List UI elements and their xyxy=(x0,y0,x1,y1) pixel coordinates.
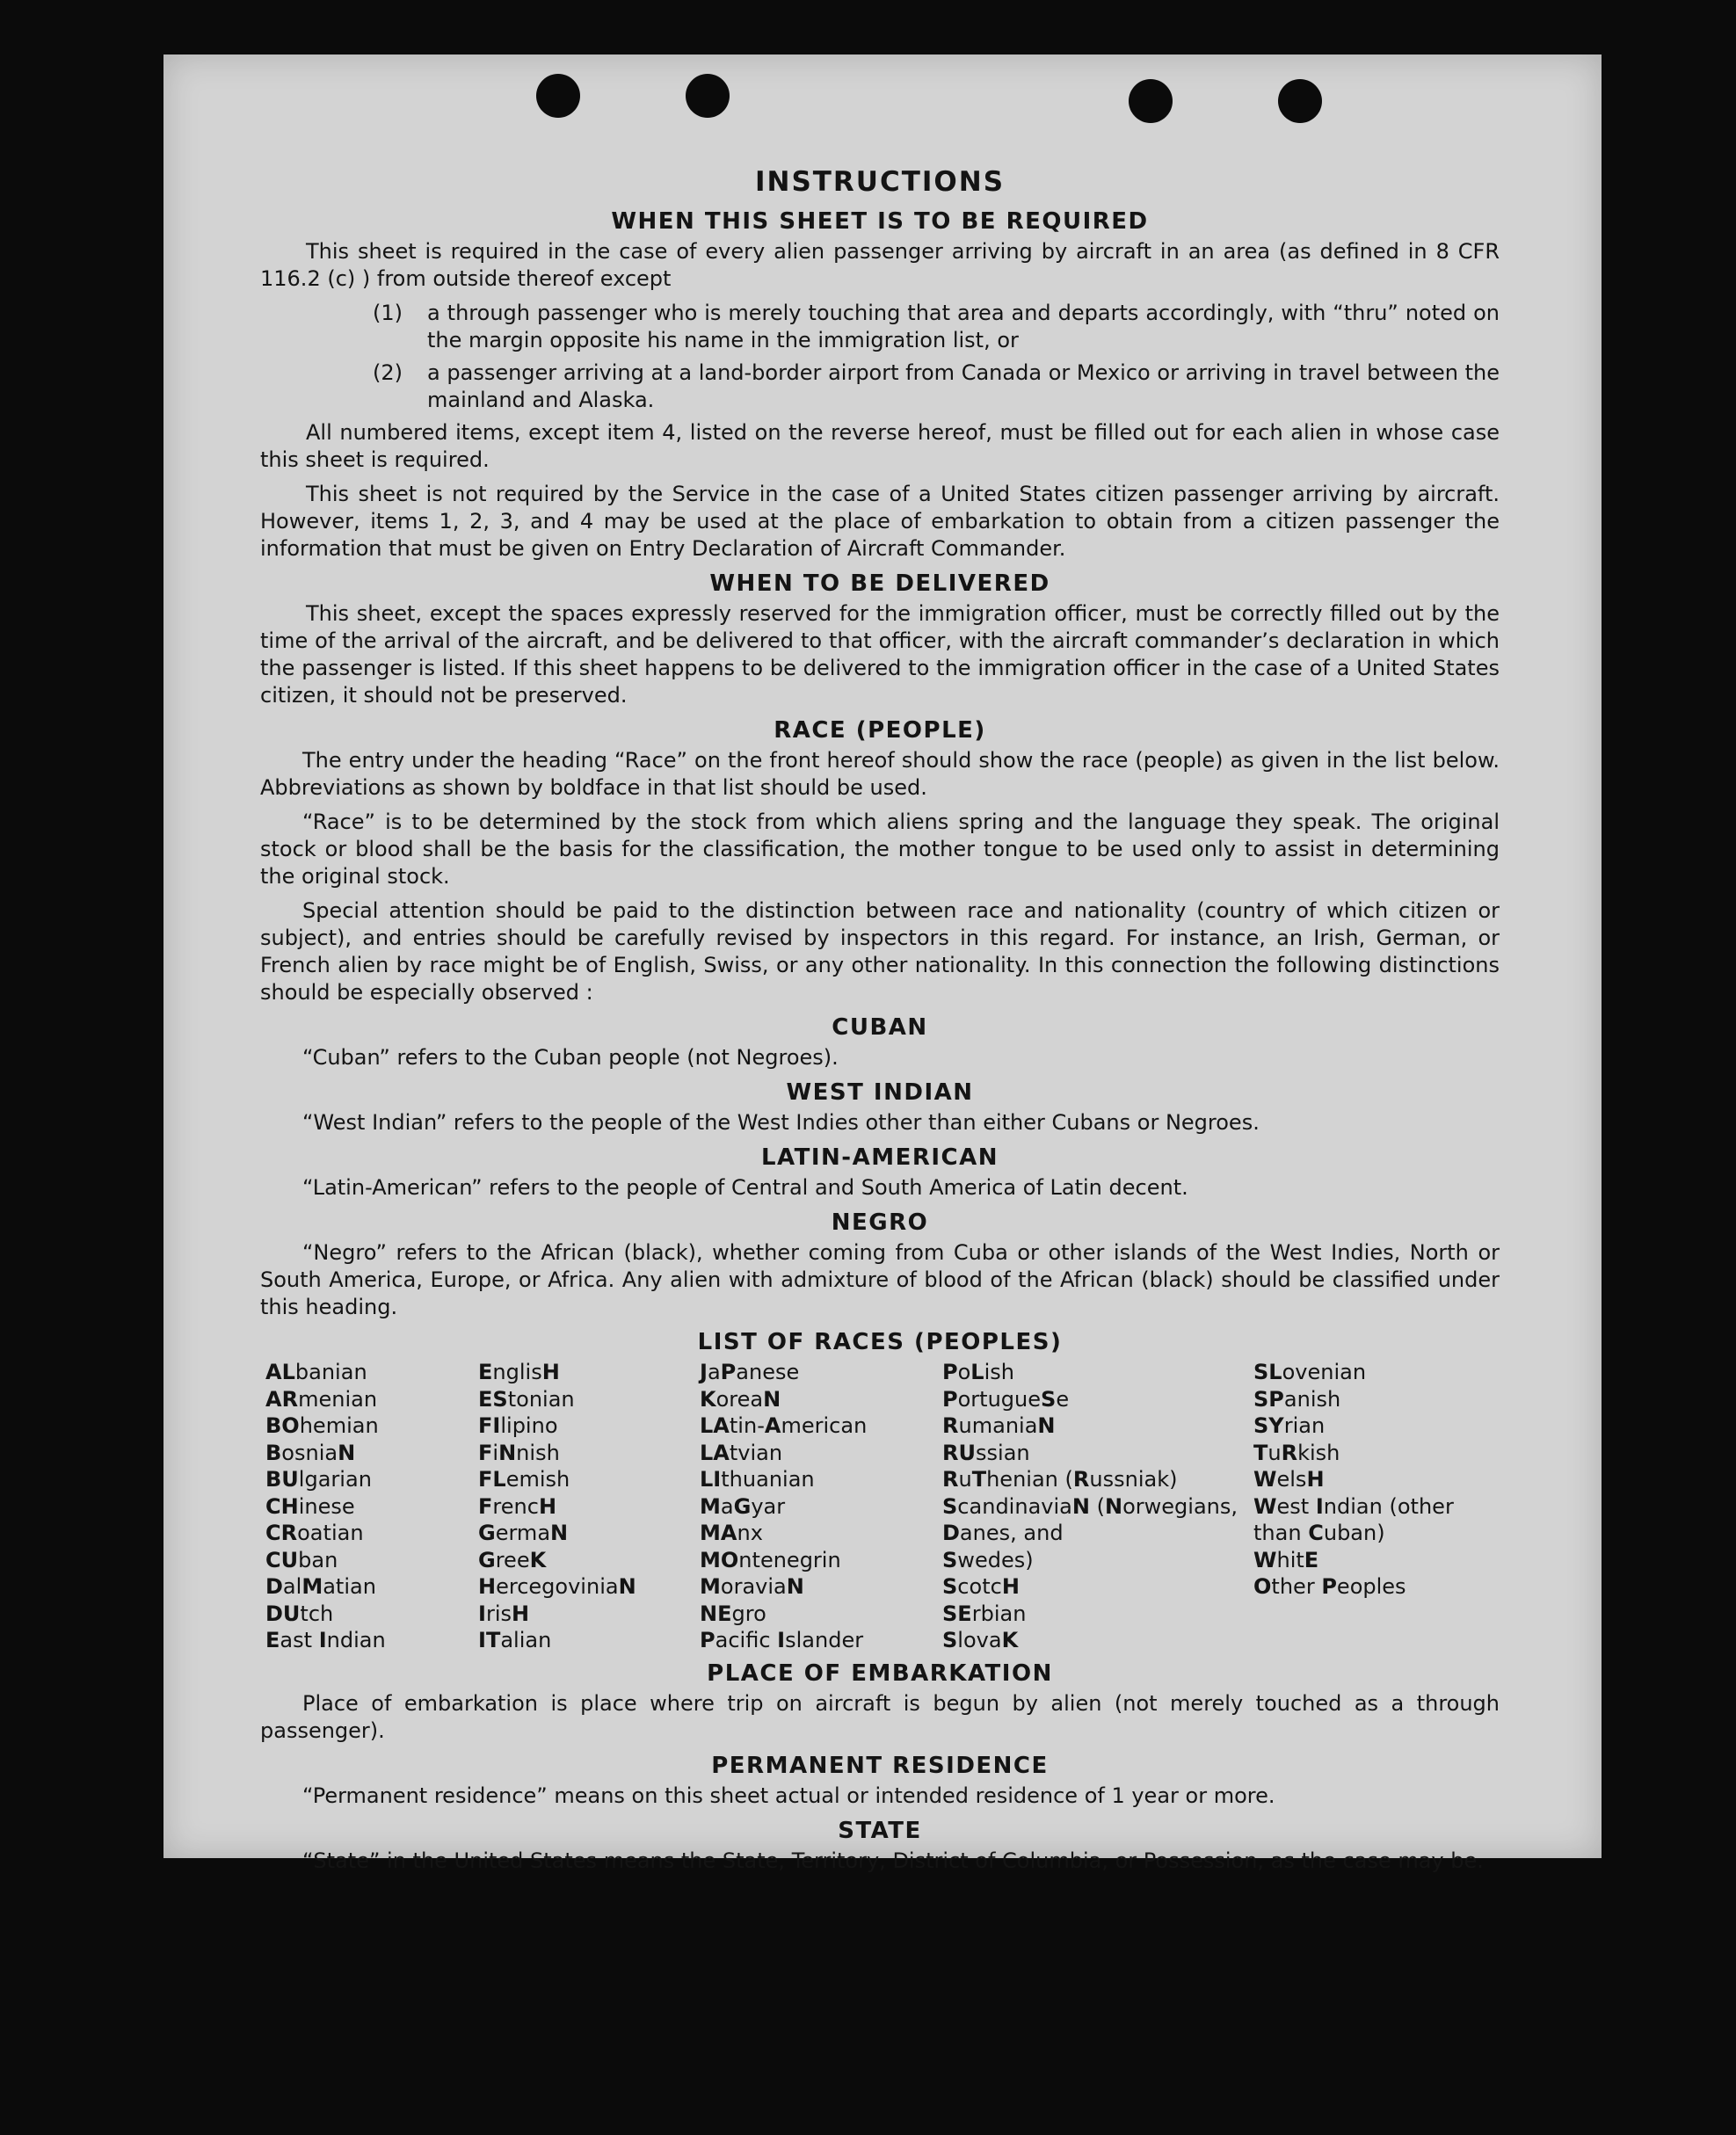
race-entry: FIlipino xyxy=(478,1413,558,1438)
race-paragraph: “Race” is to be determined by the stock from which aliens spring and the language they speak. The original stock or blood shall be the basis for the classification, the mother tongue to be used only to assist in determining the original stock. xyxy=(260,810,1500,889)
exception-number: (2) xyxy=(373,360,403,385)
race-entry: SLovenian xyxy=(1253,1360,1367,1384)
race-entry: BosniaN xyxy=(265,1440,356,1465)
race-entry: CHinese xyxy=(265,1493,355,1519)
embarkation-text: Place of embarkation is place where trip on aircraft is begun by alien (not merely touched as a through passenger). xyxy=(260,1690,1500,1743)
races-list xyxy=(265,1359,1500,1654)
race-entry: ARmenian xyxy=(265,1386,378,1412)
race-entry: MOntenegrin xyxy=(700,1547,841,1572)
race-entry: Danes, and xyxy=(942,1521,1064,1545)
race-entry: PortugueSe xyxy=(942,1386,1070,1412)
race-entry: JaPanese xyxy=(700,1360,800,1384)
race-entry: CUban xyxy=(265,1547,338,1572)
page-title: INSTRUCTIONS xyxy=(754,166,1006,198)
race-entry: IrisH xyxy=(478,1601,530,1626)
heading-when-delivered: WHEN TO BE DELIVERED xyxy=(709,570,1050,597)
race-entry: SYrian xyxy=(1253,1413,1326,1438)
exception-item xyxy=(373,359,1500,414)
latin-american-text: “Latin-American” refers to the people of Central and South America of Latin decent. xyxy=(302,1175,1188,1200)
race-entry: DalMatian xyxy=(265,1574,376,1599)
race-entry: FLemish xyxy=(478,1467,570,1492)
race-entry: PoLish xyxy=(942,1360,1014,1384)
race-paragraph: The entry under the heading “Race” on the front hereof should show the race (people) as given in the list below. Abbreviations as shown by boldface in that list should be used. xyxy=(260,748,1500,800)
heading-race: RACE (PEOPLE) xyxy=(774,717,986,744)
race-entry: ScotcH xyxy=(942,1574,1020,1599)
races-column xyxy=(265,1359,478,1654)
exception-number: (1) xyxy=(373,301,403,325)
race-entry: EnglisH xyxy=(478,1360,560,1384)
citizen-paragraph: This sheet is not required by the Service in the case of a United States citizen passenger arriving by aircraft. However, items 1, 2, 3, and 4 may be used at the place of embarkation to obtain from a citizen passenger the information that must be given on Entry Declaration of Aircraft Commander. xyxy=(260,482,1500,561)
punch-hole xyxy=(1278,79,1322,123)
west-indian-text: “West Indian” refers to the people of the West Indies other than either Cubans or Negroes. xyxy=(302,1110,1260,1135)
race-entry: WhitE xyxy=(1253,1547,1319,1572)
heading-embarkation: PLACE OF EMBARKATION xyxy=(707,1659,1053,1687)
exception-text: a passenger arriving at a land-border airport from Canada or Mexico or arriving in travel between the mainland and Alaska. xyxy=(427,360,1500,412)
race-entry: SPanish xyxy=(1253,1386,1341,1412)
exception-item xyxy=(373,300,1500,354)
cuban-text: “Cuban” refers to the Cuban people (not Negroes). xyxy=(302,1045,839,1070)
exception-text: a through passenger who is merely touching that area and departs accordingly, with “thru” noted on the margin opposite his name in the immigration list, or xyxy=(427,301,1500,352)
when-required-intro: This sheet is required in the case of every alien passenger arriving by aircraft in an area (as defined in 8 CFR 116.2 (c) ) from outside thereof except xyxy=(260,239,1500,291)
heading-when-required: WHEN THIS SHEET IS TO BE REQUIRED xyxy=(611,208,1149,235)
race-entry: MAnx xyxy=(700,1521,763,1545)
heading-cuban: CUBAN xyxy=(832,1014,928,1041)
race-entry: than Cuban) xyxy=(1253,1521,1385,1545)
race-entry: RuThenian (Russniak) xyxy=(942,1467,1178,1492)
numbered-items-paragraph: All numbered items, except item 4, listed on the reverse hereof, must be filled out for each alien in whose case this sheet is required. xyxy=(260,420,1500,472)
instructions-content xyxy=(260,165,1500,1882)
punch-hole xyxy=(686,74,730,118)
race-entry: LAtin-American xyxy=(700,1413,868,1438)
race-entry: West Indian (other xyxy=(1253,1493,1454,1519)
state-text: “State” in the United States means the State, Territory, District of Columbia, or Possession, as the case may be. xyxy=(302,1848,1484,1873)
race-entry: LAtvian xyxy=(700,1440,783,1465)
race-entry: FiNnish xyxy=(478,1440,560,1465)
punch-hole xyxy=(1129,79,1173,123)
residence-text: “Permanent residence” means on this sheet actual or intended residence of 1 year or more. xyxy=(302,1783,1275,1808)
race-entry: DUtch xyxy=(265,1601,334,1626)
race-entry: ScandinaviaN (Norwegians, xyxy=(942,1493,1238,1519)
race-entry: TuRkish xyxy=(1253,1440,1340,1465)
race-entry: GreeK xyxy=(478,1547,547,1572)
race-entry: CRoatian xyxy=(265,1521,364,1545)
race-entry: WelsH xyxy=(1253,1467,1325,1492)
race-entry: FrencH xyxy=(478,1493,557,1519)
race-paragraph: Special attention should be paid to the distinction between race and nationality (country of which citizen or subject), and entries should be carefully revised by inspectors in this regard. For instance, an Irish, German, or French alien by race might be of English, Swiss, or any other nationality. In this connection the following distinctions should be especially observed : xyxy=(260,898,1500,1005)
heading-list-of-races: LIST OF RACES (PEOPLES) xyxy=(697,1329,1063,1355)
race-entry: Swedes) xyxy=(942,1547,1034,1572)
heading-latin-american: LATIN-AMERICAN xyxy=(760,1144,999,1171)
race-entry: HercegoviniaN xyxy=(478,1574,636,1599)
heading-permanent-residence: PERMANENT RESIDENCE xyxy=(711,1752,1049,1779)
race-entry: MoraviaN xyxy=(700,1574,804,1599)
race-entry: GermaN xyxy=(478,1521,569,1545)
document-sheet xyxy=(163,54,1602,1873)
race-entry: Pacifc Islander xyxy=(700,1628,864,1652)
heading-west-indian: WEST INDIAN xyxy=(786,1079,974,1106)
when-delivered-text: This sheet, except the spaces expressly reserved for the immigration officer, must be correctly filled out by the time of the arrival of the aircraft, and be delivered to that officer, with the aircraft commander’s declaration in which the passenger is listed. If this sheet happens to be delivered to the immigration officer in the case of a United States citizen, it should not be preserved. xyxy=(260,601,1500,708)
races-column xyxy=(942,1359,1253,1654)
race-entry: MaGyar xyxy=(700,1493,786,1519)
race-entry: East Indian xyxy=(265,1628,386,1652)
races-column xyxy=(700,1359,942,1654)
race-entry: LIthuanian xyxy=(700,1467,815,1492)
race-entry: BOhemian xyxy=(265,1413,379,1438)
heading-state: STATE xyxy=(838,1817,922,1844)
race-entry: RUssian xyxy=(942,1440,1030,1465)
races-column xyxy=(1253,1359,1500,1654)
heading-negro: NEGRO xyxy=(831,1209,929,1236)
races-column xyxy=(478,1359,700,1654)
race-entry: RumaniaN xyxy=(942,1413,1056,1438)
punch-hole xyxy=(536,74,580,118)
race-entry: EStonian xyxy=(478,1386,575,1412)
race-entry: SlovaK xyxy=(942,1628,1019,1652)
negro-text: “Negro” refers to the African (black), whether coming from Cuba or other islands of the West Indies, North or South America, Europe, or Africa. Any alien with admixture of blood of the African (black) should be classified under this heading. xyxy=(260,1240,1500,1319)
race-entry: NEgro xyxy=(700,1601,766,1626)
race-entry: BUlgarian xyxy=(265,1467,372,1492)
race-entry: ITalian xyxy=(478,1628,552,1652)
race-entry: ALbanian xyxy=(265,1360,367,1384)
race-entry: Other Peoples xyxy=(1253,1574,1406,1599)
race-entry: KoreaN xyxy=(700,1386,781,1412)
race-entry: SErbian xyxy=(942,1601,1027,1626)
